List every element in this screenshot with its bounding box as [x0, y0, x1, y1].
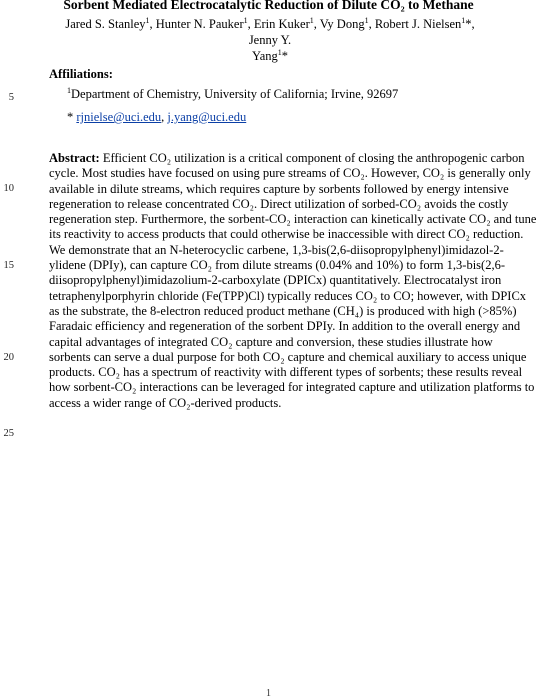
- corresponding-mark: *: [67, 110, 74, 124]
- abstract-line: tetraphenylporphyrin chloride (Fe(TPP)Cl) typically reduces CO₂ to CO; however, with DPICx: [49, 288, 527, 303]
- abstract-line: diisopropylphenyl)imidazolium-2-carboxylate (DPICx) quantitatively. Electrocatalyst iron: [49, 273, 502, 288]
- abstract-line: access a wider range of CO₂-derived products.: [49, 395, 282, 410]
- line-number: 25: [3, 428, 14, 439]
- abstract-line: cycle. Most studies have focused on using pure streams of CO₂. However, CO₂ is generally only: [49, 166, 531, 181]
- abstract-line: capital advantages of integrated CO₂ capture and conversion, these studies illustrate how: [49, 334, 493, 349]
- affiliation-marker: 1: [309, 15, 314, 25]
- abstract-line: available in dilute streams, which requires capture by sorbents followed by energy intensive: [49, 181, 509, 196]
- affiliations-heading: Affiliations:: [49, 67, 113, 81]
- abstract-line: as the substrate, the 8-electron reduced product methane (CH₄) is produced with high (>85%): [49, 303, 517, 318]
- author-name: Hunter N. Pauker: [155, 17, 244, 31]
- page-number: 1: [266, 688, 271, 699]
- abstract-line: ylidene (DPIy), can capture CO₂ from dilute streams (0.04% and 10%) to form 1,3-bis(2,6-: [49, 258, 505, 273]
- paper-title: Sorbent Mediated Electrocatalytic Reduction of Dilute CO₂ to Methane: [63, 0, 474, 12]
- email-separator: ,: [161, 110, 165, 124]
- affiliation-marker: 1: [277, 47, 282, 57]
- affiliation-marker: 1: [243, 15, 248, 25]
- corresponding-mark: *: [281, 49, 289, 63]
- affiliation-marker: 1: [145, 15, 150, 25]
- department-text: Department of Chemistry, University of California; Irvine, 92697: [71, 87, 399, 101]
- abstract-line: Faradaic efficiency and regeneration of the sorbent DPIy. In addition to the overall energy and: [49, 319, 521, 334]
- line-number: 10: [3, 183, 14, 194]
- corresponding-mark: *: [465, 17, 472, 31]
- line-number: 20: [3, 352, 14, 363]
- author-name: Vy Dong: [319, 17, 365, 31]
- author-name: Yang: [251, 49, 278, 63]
- abstract-line: Abstract: Efficient CO₂ utilization is a critical component of closing the anthropogenic carbon: [49, 151, 525, 165]
- author-name: Jenny Y.: [248, 33, 292, 47]
- line-number: 15: [3, 260, 14, 271]
- abstract-paragraph: [49, 151, 537, 411]
- affiliation-marker: 1: [67, 85, 71, 95]
- email-link-yang[interactable]: j.yang@uci.edu: [167, 110, 247, 124]
- author-name: Jared S. Stanley: [65, 17, 146, 31]
- abstract-line: its reactivity to access products that could otherwise be inaccessible with direct CO₂ reduction.: [49, 227, 524, 242]
- abstract-line: products. CO₂ has a spectrum of reactivity with different types of sorbents; these results reveal: [49, 365, 523, 380]
- author-list: Jared S. Stanley$^1$, Hunter N. Pauker$^1$, Erin Kuker$^1$, Vy Dong$^1$, Robert J. Nielsen$^1$*, Jenny Y. Yang$^1$*: [65, 15, 475, 63]
- abstract-line: sorbents can serve a dual purpose for both CO₂ capture and chemical auxiliary to access unique: [49, 349, 527, 364]
- abstract-line: We demonstrate that an N-heterocyclic carbene, 1,3-bis(2,6-diisopropylphenyl)imidazol-2-: [49, 242, 504, 257]
- email-link-nielsen[interactable]: rjnielse@uci.edu: [76, 110, 162, 124]
- abstract-label: Abstract:: [49, 151, 100, 165]
- abstract-line: regeneration step. Furthermore, the sorbent-CO₂ interaction can kinetically activate CO₂ and tune: [49, 212, 537, 227]
- author-name: Erin Kuker: [253, 17, 310, 31]
- affiliation-line: [67, 86, 398, 102]
- abstract-line: how sorbent-CO₂ interactions can be leveraged for integrated capture and utilization platforms to: [49, 380, 535, 395]
- abstract-line: regeneration to release concentrated CO₂. Direct utilization of sorbed-CO₂ avoids the costly: [49, 196, 509, 211]
- affiliation-marker: 1: [461, 15, 466, 25]
- affiliation-marker: 1: [364, 15, 369, 25]
- line-number: 5: [8, 92, 14, 103]
- contact-emails: [67, 109, 246, 125]
- author-name: Robert J. Nielsen: [374, 17, 462, 31]
